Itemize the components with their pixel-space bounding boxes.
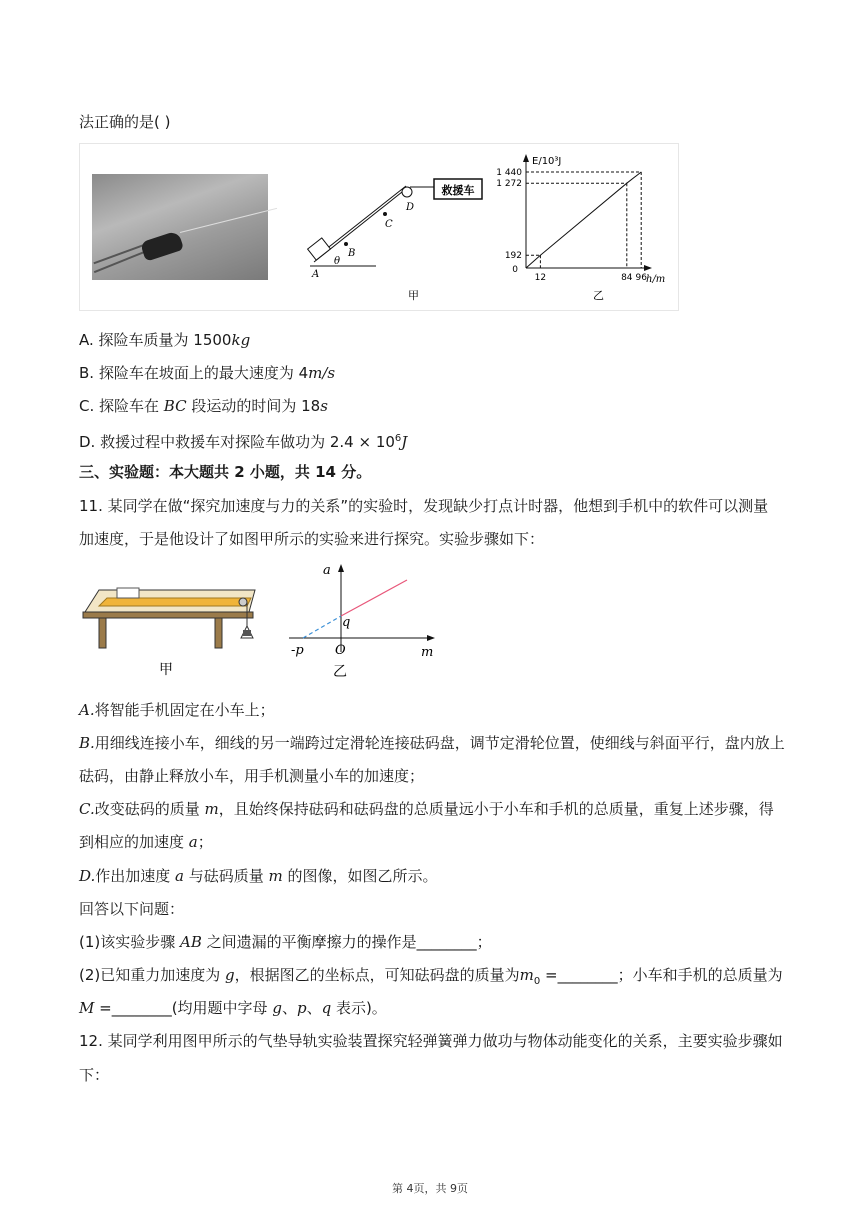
sub2-mid: ，根据图乙的坐标点，可知砝码盘的质量为	[234, 966, 520, 984]
sub2-g: g	[225, 966, 235, 984]
sub3-sep2: 、	[306, 999, 322, 1017]
angle-label: θ	[334, 256, 341, 267]
option-d-unit: J	[401, 433, 408, 451]
energy-x-label: h/m	[646, 274, 666, 285]
step-a-text: 将智能手机固定在小车上；	[94, 701, 275, 719]
am-series-line	[341, 580, 407, 616]
energy-y-tick: 1 440	[496, 168, 522, 178]
step-c2-var: a	[188, 833, 198, 851]
am-intercept-q: q	[342, 615, 351, 630]
point-b-dot	[344, 242, 348, 246]
energy-y-label: E/10³J	[532, 156, 562, 167]
weights	[243, 630, 251, 636]
energy-origin-label: 0	[512, 265, 518, 275]
step-c-line1	[79, 799, 774, 819]
figure-2	[79, 560, 459, 680]
point-a-label: A	[312, 269, 320, 280]
energy-x-tick: 84	[621, 273, 633, 283]
point-d-label: D	[406, 202, 415, 213]
option-d-exp: 6	[394, 433, 402, 444]
energy-x-arrow	[644, 265, 652, 271]
sub3-p: p	[296, 999, 307, 1017]
pulley-2	[239, 598, 247, 606]
option-a	[79, 330, 250, 350]
option-c	[79, 396, 328, 416]
point-b-label: B	[348, 248, 356, 259]
step-c-line2	[79, 832, 213, 852]
page-footer: 第 4页，共 9页	[392, 1182, 468, 1195]
option-c-post: 段运动的时间为 18	[186, 397, 321, 415]
point-c-label: C	[385, 219, 393, 230]
q11-line2: 加速度，于是他设计了如图甲所示的实验来进行探究。实验步骤如下：	[79, 530, 545, 548]
figure-jia-label: 甲	[408, 289, 419, 302]
figure-2-diagrams	[79, 560, 459, 680]
option-a-unit: kg	[231, 331, 251, 349]
sub2-pre: (2)已知重力加速度为	[79, 966, 226, 984]
figure2-jia-label: 甲	[159, 662, 173, 678]
step-d-var1: a	[175, 867, 184, 885]
step-b-letter: B.	[79, 734, 95, 752]
sub-question-2-cont	[79, 998, 387, 1018]
sub3-end: 表示)。	[331, 999, 387, 1017]
answer-intro: 回答以下问题：	[79, 900, 185, 918]
step-a-letter: A.	[79, 701, 95, 719]
sub3-q: q	[321, 999, 332, 1017]
option-b	[79, 363, 335, 383]
pulley	[402, 187, 412, 197]
step-c2-post: ；	[197, 833, 213, 851]
option-d-text: D. 救援过程中救援车对探险车做功为 2.4 × 10	[79, 433, 395, 451]
sub1-pre: (1)该实验步骤	[79, 933, 181, 951]
figure2-yi-label: 乙	[333, 664, 347, 680]
figure-yi-label: 乙	[593, 289, 604, 302]
step-c-letter: C.	[79, 800, 95, 818]
option-b-unit: m/s	[308, 364, 336, 382]
am-x-label: m	[421, 645, 434, 660]
step-d-var2: m	[268, 867, 283, 885]
step-d-letter: D.	[79, 867, 96, 885]
table-edge	[83, 612, 253, 618]
step-c-post: ，且始终保持砝码和砝码盘的总质量远小于小车和手机的总质量，重复上述步骤，得	[218, 800, 774, 818]
section-heading: 三、实验题：本大题共 2 小题，共 14 分。	[79, 463, 372, 481]
point-c-dot	[383, 212, 387, 216]
sub-question-2	[79, 965, 783, 992]
energy-chart	[496, 154, 665, 285]
option-c-unit: s	[320, 397, 328, 415]
option-c-pre: C. 探险车在	[79, 397, 164, 415]
q12-line2: 下：	[79, 1066, 110, 1084]
sub3-pre: =________(均用题中字母	[94, 999, 273, 1017]
sub3-g: g	[272, 999, 282, 1017]
incline-board	[99, 598, 251, 606]
am-y-label: a	[323, 563, 331, 578]
figure-1	[79, 143, 679, 311]
energy-y-tick: 1 272	[496, 179, 522, 190]
am-y-arrow	[338, 564, 344, 572]
sub-question-1	[79, 932, 492, 952]
step-d-mid: 与砝码质量	[184, 867, 269, 885]
step-d-pre: 作出加速度	[95, 867, 176, 885]
step-c-pre: 改变砝码的质量	[94, 800, 205, 818]
intro-line: 法正确的是( )	[79, 113, 171, 131]
sub2-post: =________；小车和手机的总质量为	[540, 966, 783, 984]
step-d	[79, 866, 438, 886]
explorer-car-block	[308, 238, 331, 260]
sub3-m: M	[79, 999, 95, 1017]
q12-line1: 12. 某同学利用图甲所示的气垫导轨实验装置探究轻弹簧弹力做功与物体动能变化的关系，主要实验步骤如	[79, 1032, 783, 1050]
step-b-line2: 砝码，由静止释放小车，用手机测量小车的加速度；	[79, 767, 425, 785]
step-c2-pre: 到相应的加速度	[79, 833, 189, 851]
table-leg-2	[215, 618, 222, 648]
sub2-m0: m	[519, 966, 534, 984]
step-d-post: 的图像，如图乙所示。	[282, 867, 438, 885]
am-x-arrow	[427, 635, 435, 641]
option-b-text: B. 探险车在坡面上的最大速度为 4	[79, 364, 309, 382]
option-d	[79, 429, 407, 452]
option-a-text: A. 探险车质量为 1500	[79, 331, 232, 349]
option-c-var: BC	[163, 397, 187, 415]
sub1-var: AB	[180, 933, 202, 951]
energy-series-line	[526, 172, 641, 268]
sub3-sep1: 、	[281, 999, 297, 1017]
q11-line1: 11. 某同学在做“探究加速度与力的关系”的实验时，发现缺少打点计时器，他想到手机中的软件可以测量	[79, 497, 769, 515]
sub2-sub: 0	[533, 976, 541, 987]
table-leg-1	[99, 618, 106, 648]
energy-y-tick: 192	[504, 251, 522, 262]
step-b-text1: 用细线连接小车，细线的另一端跨过定滑轮连接砝码盘，调节定滑轮位置，使细线与斜面平行，盘内放上	[94, 734, 785, 752]
slope-line-upper	[320, 186, 406, 254]
step-a	[79, 700, 275, 720]
am-intercept-p: -p	[291, 643, 304, 658]
energy-x-tick: 12	[534, 273, 547, 283]
am-origin-label: O	[335, 643, 346, 658]
step-c-var: m	[204, 800, 219, 818]
energy-y-arrow	[523, 154, 529, 162]
cart-with-phone	[117, 588, 139, 598]
am-extrapolation	[303, 616, 341, 638]
step-b-line1	[79, 733, 785, 753]
sub1-post: 之间遗漏的平衡摩擦力的操作是________；	[201, 933, 492, 951]
energy-x-tick: 96	[635, 273, 647, 283]
rescue-truck-label: 救援车	[441, 184, 475, 197]
figure-1-diagrams	[80, 144, 678, 310]
